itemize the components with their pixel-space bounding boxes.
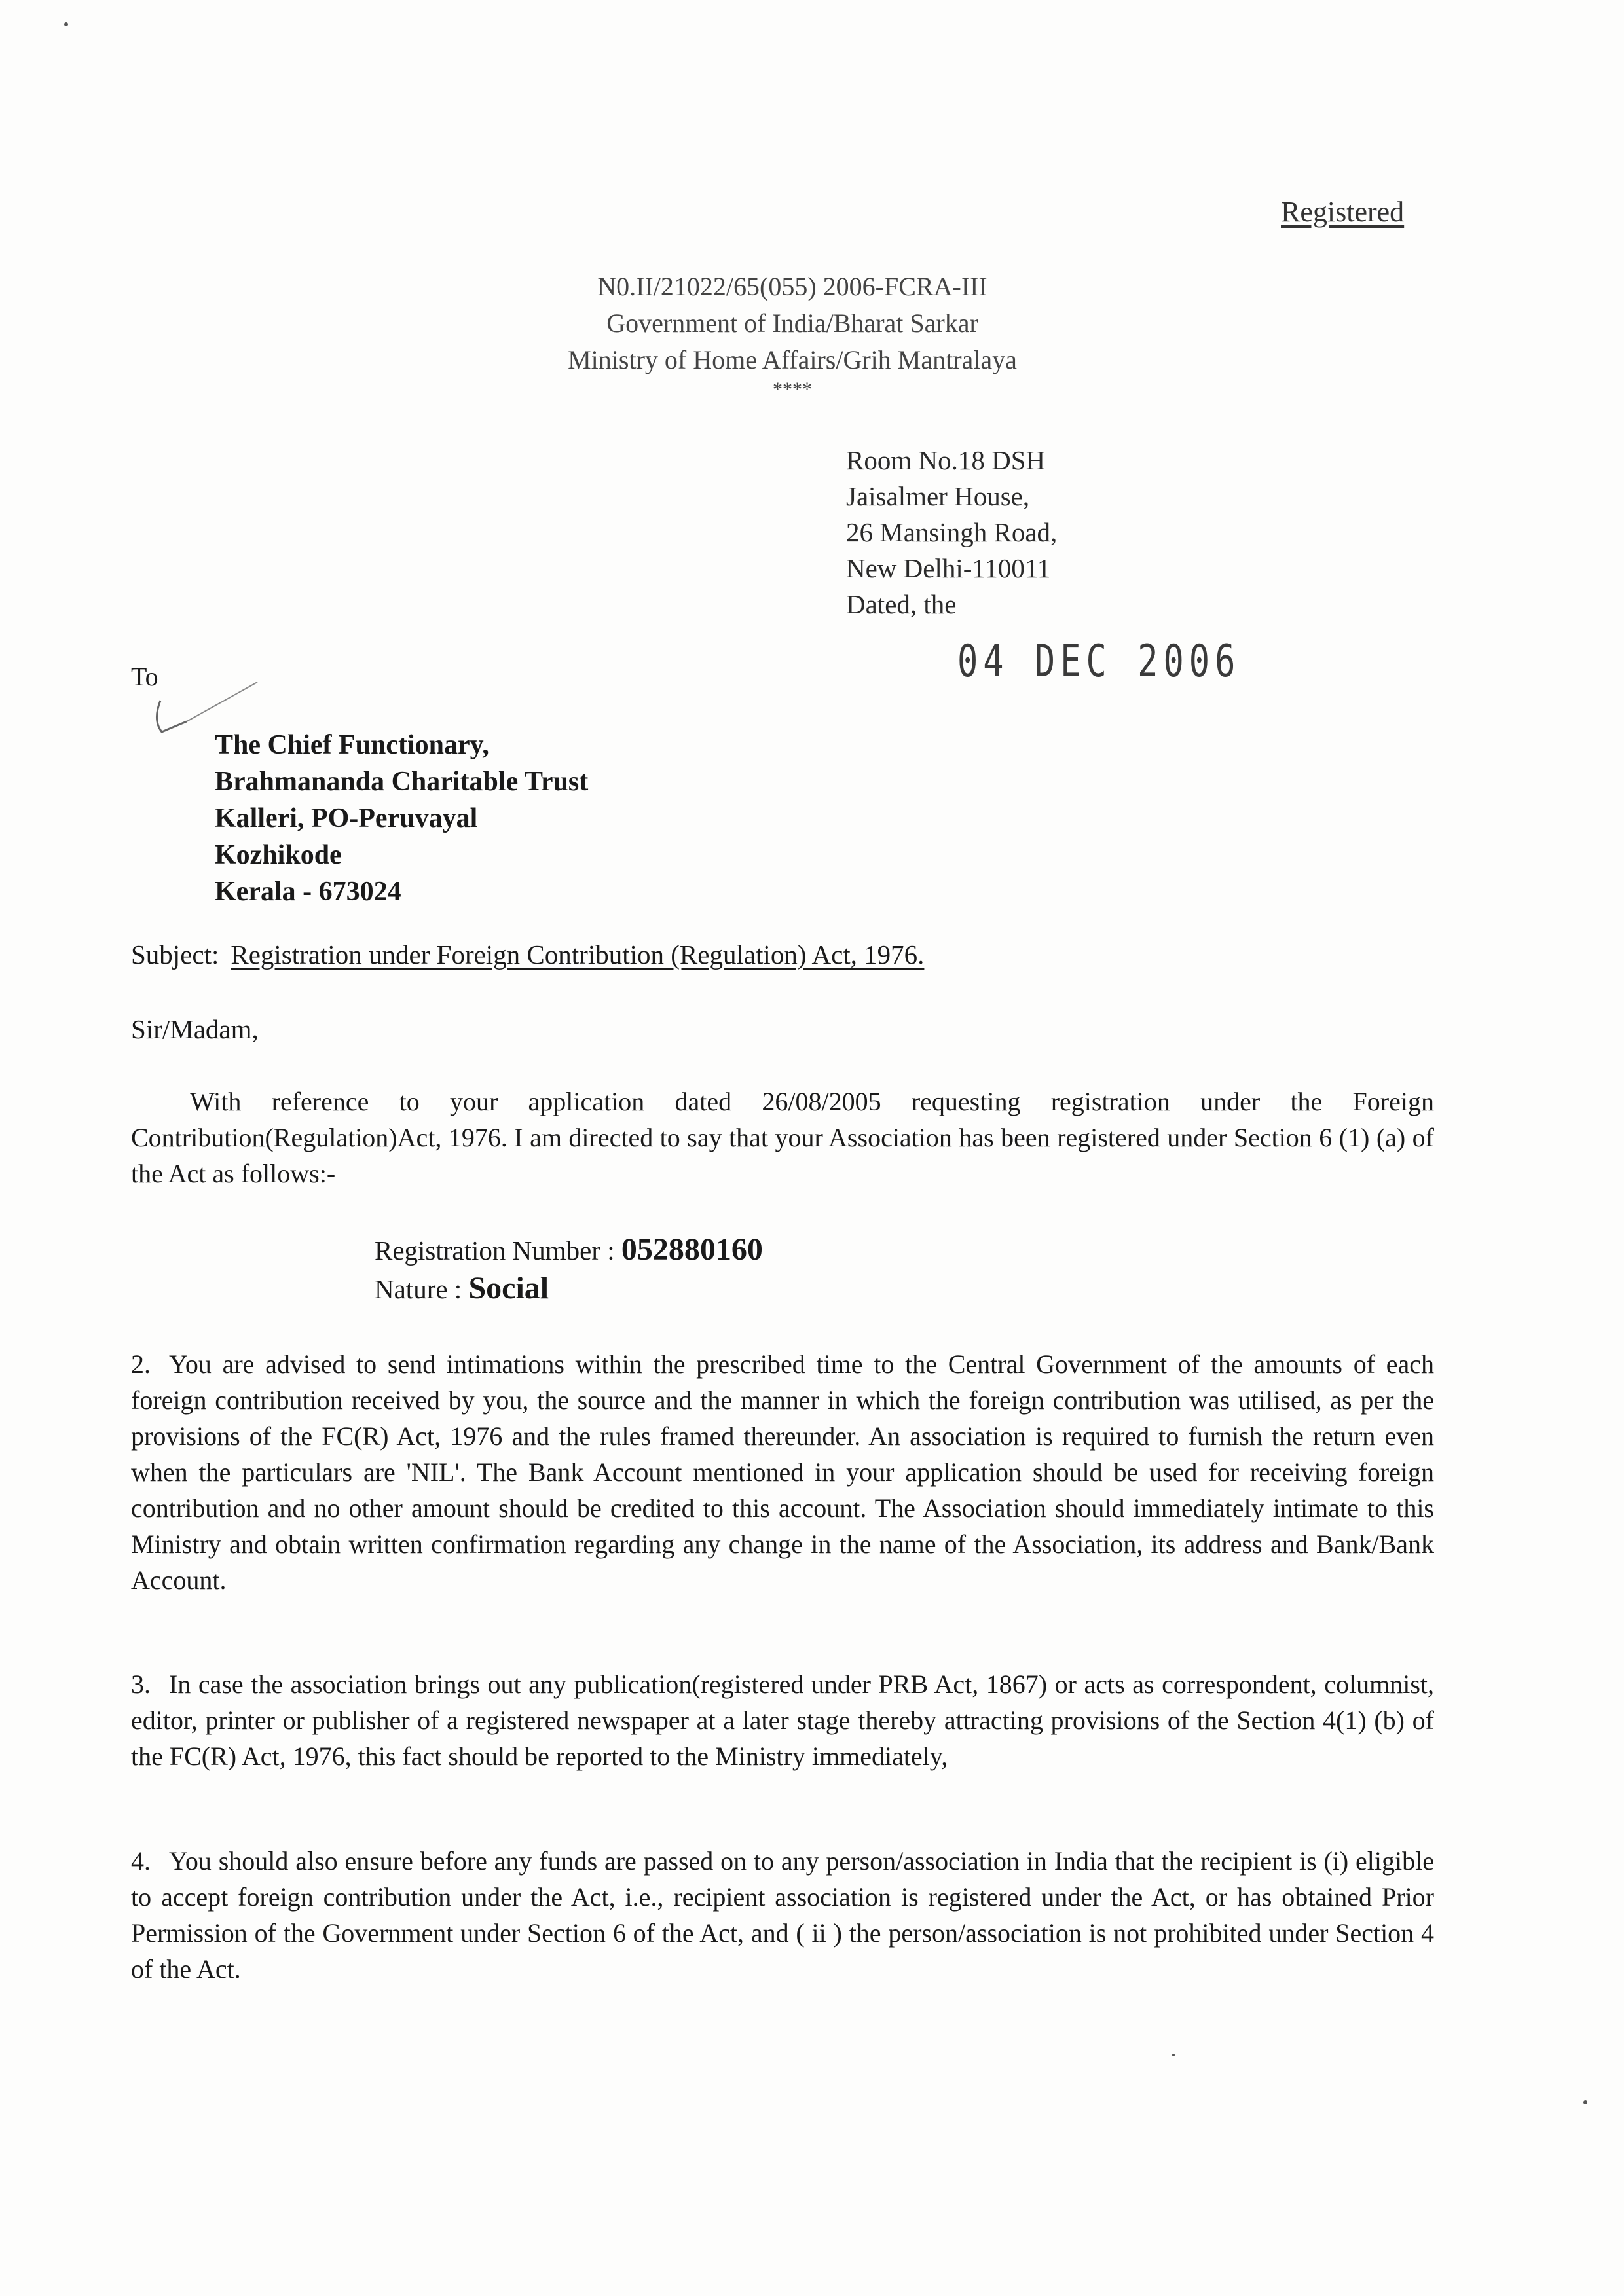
recipient-locality: Kalleri, PO-Peruvayal bbox=[215, 803, 478, 833]
paragraph-4-number: 4. bbox=[131, 1846, 151, 1876]
scan-speck bbox=[1172, 2054, 1175, 2056]
subject-text: Registration under Foreign Contribution (Regulation) Act, 1976. bbox=[231, 939, 925, 970]
recipient-title: The Chief Functionary, bbox=[215, 730, 489, 760]
scan-speck bbox=[64, 22, 68, 26]
registration-details bbox=[375, 1231, 763, 1308]
recipient-state-pin: Kerala - 673024 bbox=[215, 877, 401, 907]
registration-number-label: Registration Number : bbox=[375, 1235, 615, 1266]
address-room: Room No.18 DSH bbox=[846, 445, 1046, 475]
paragraph-1: With reference to your application dated 26/08/2005 requesting registration under the Foreign Contribution(Regulation)Act, 1976. I am directed to say that your Association has been registered under Section 6 (1) (a) of the Act as follows:- bbox=[131, 1087, 1434, 1188]
paragraph-4 bbox=[131, 1843, 1434, 1987]
address-street: 26 Mansingh Road, bbox=[846, 517, 1058, 547]
recipient-district: Kozhikode bbox=[215, 840, 342, 870]
address-building: Jaisalmer House, bbox=[846, 481, 1030, 511]
ministry-line: Ministry of Home Affairs/Grih Mantralaya bbox=[568, 345, 1017, 374]
date-stamp: 04 DEC 2006 bbox=[957, 636, 1241, 687]
recipient-address bbox=[215, 727, 588, 910]
government-line: Government of India/Bharat Sarkar bbox=[606, 308, 978, 338]
registration-number-row bbox=[375, 1231, 763, 1269]
nature-label: Nature : bbox=[375, 1274, 462, 1304]
dated-label: Dated, the bbox=[846, 589, 957, 619]
paragraph-3-number: 3. bbox=[131, 1669, 151, 1699]
header-separator: **** bbox=[773, 378, 812, 400]
registered-label: Registered bbox=[1281, 196, 1405, 228]
subject-label: Subject: bbox=[131, 939, 219, 970]
salutation: Sir/Madam, bbox=[131, 1014, 259, 1044]
paragraph-4-text: You should also ensure before any funds are passed on to any person/association in India that the recipient is (i) eligible to accept foreign contribution under the Act, i.e., recipient association is registered under the Act, or has obtained Prior Permission of the Government under Section 6 of the Act, and ( ii ) the person/association is not prohibited under Section 4 of the Act. bbox=[131, 1846, 1434, 1984]
registration-number-value: 052880160 bbox=[621, 1232, 763, 1267]
paragraph-2-number: 2. bbox=[131, 1349, 151, 1379]
letter-header bbox=[498, 268, 1087, 401]
recipient-org: Brahmananda Charitable Trust bbox=[215, 767, 589, 797]
paragraph-2-text: You are advised to send intimations within the prescribed time to the Central Government of the amounts of each foreign contribution received by you, the source and the manner in which the foreign contribution was utilised, as per the provisions of the FC(R) Act, 1976 and the rules framed thereunder. An association is required to furnish the return even when the particulars are 'NIL'. The Bank Account mentioned in your application should be used for receiving foreign contribution and no other amount should be credited to this account. The Association should immediately intimate to this Ministry and obtain written confirmation regarding any change in the name of the Association, its address and Bank/Bank Account. bbox=[131, 1349, 1434, 1595]
paragraph-2 bbox=[131, 1346, 1434, 1598]
nature-value: Social bbox=[468, 1271, 549, 1305]
office-address bbox=[846, 443, 1057, 623]
scan-speck bbox=[1583, 2100, 1587, 2104]
address-city: New Delhi-110011 bbox=[846, 553, 1051, 583]
paragraph-3-text: In case the association brings out any publication(registered under PRB Act, 1867) or acts as correspondent, columnist, editor, printer or publisher of a registered newspaper at a later stage thereby attracting provisions of the Section 4(1) (b) of the FC(R) Act, 1976, this fact should be reported to the Ministry immediately, bbox=[131, 1669, 1434, 1771]
subject-line bbox=[131, 939, 924, 970]
nature-row bbox=[375, 1269, 763, 1308]
paragraph-3 bbox=[131, 1666, 1434, 1774]
to-label: To bbox=[131, 662, 158, 691]
file-number: N0.II/21022/65(055) 2006-FCRA-III bbox=[597, 272, 987, 301]
